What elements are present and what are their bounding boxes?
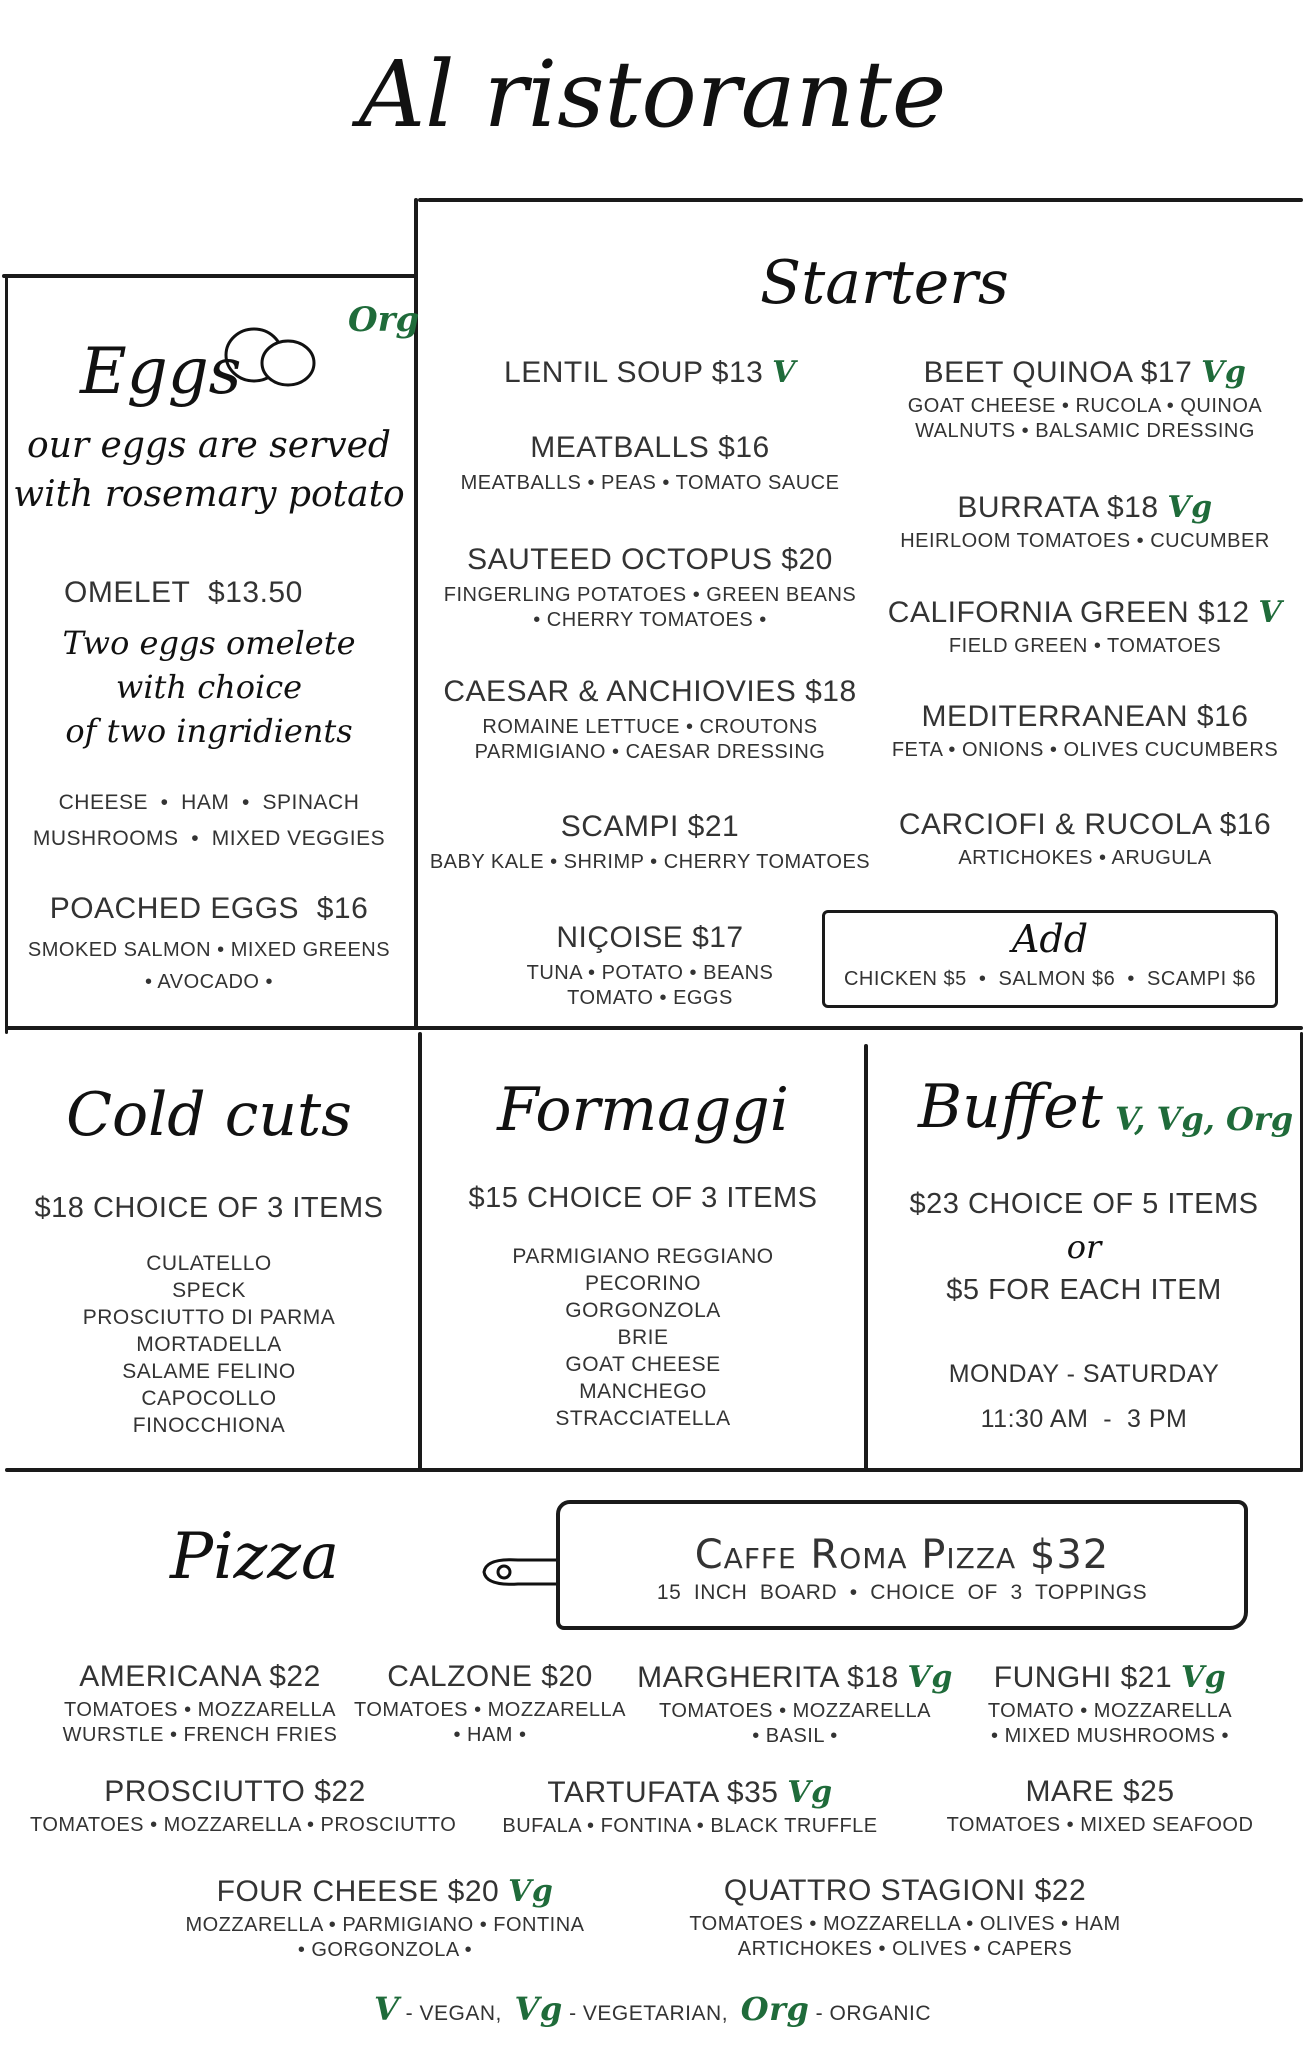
starter-item bbox=[875, 808, 1295, 871]
starter-desc: GOAT CHEESE • RUCOLA • QUINOA bbox=[907, 395, 1263, 417]
starter-item bbox=[420, 675, 880, 765]
starter-name: SAUTEED OCTOPUS $20 bbox=[467, 543, 833, 576]
pizza-desc: • GORGONZOLA • bbox=[297, 1939, 473, 1961]
vegan-tag: V bbox=[772, 355, 796, 390]
vegetarian-tag: Vg bbox=[1201, 355, 1247, 390]
starter-desc: FETA • ONIONS • OLIVES CUCUMBERS bbox=[891, 739, 1279, 761]
eggs-subtitle-2: with rosemary potato bbox=[13, 474, 405, 515]
starter-item bbox=[420, 355, 880, 390]
pizza-desc: TOMATOES • MOZZARELLA bbox=[659, 1700, 931, 1722]
omelet-note-1: Two eggs omelete bbox=[62, 624, 356, 662]
omelet-label: OMELET bbox=[64, 576, 191, 609]
pizza-item bbox=[680, 1874, 1130, 1962]
divider-top-starters bbox=[418, 198, 1303, 202]
starter-name: MEATBALLS $16 bbox=[530, 431, 770, 464]
starter-item bbox=[875, 595, 1295, 659]
pizza-name: QUATTRO STAGIONI $22 bbox=[723, 1874, 1087, 1907]
legend-organic-symbol: Org bbox=[740, 1990, 810, 2028]
buffet-heading: Buffet bbox=[918, 1072, 1103, 1142]
pizza-name: MARGHERITA $18 bbox=[637, 1661, 899, 1694]
cold-cuts-item: SALAME FELINO bbox=[122, 1360, 296, 1383]
legend-vegetarian-text: - VEGETARIAN, bbox=[569, 2002, 729, 2025]
starter-name: BEET QUINOA $17 bbox=[923, 356, 1193, 389]
starter-item bbox=[875, 490, 1295, 554]
starter-name: SCAMPI $21 bbox=[560, 810, 740, 843]
cold-cuts-item: SPECK bbox=[172, 1279, 246, 1302]
formaggi-item: GOAT CHEESE bbox=[565, 1353, 721, 1376]
cold-cuts-item: FINOCCHIONA bbox=[132, 1414, 286, 1437]
pizza-desc: MOZZARELLA • PARMIGIANO • FONTINA bbox=[185, 1914, 585, 1936]
starter-name: CARCIOFI & RUCOLA $16 bbox=[898, 808, 1272, 841]
pizza-name: FOUR CHEESE $20 bbox=[216, 1875, 500, 1908]
add-ons-heading: Add bbox=[1011, 917, 1089, 961]
cold-cuts-list bbox=[0, 1250, 418, 1439]
legend-organic-text: - ORGANIC bbox=[815, 2002, 931, 2025]
poached-eggs-desc-1: SMOKED SALMON • MIXED GREENS bbox=[27, 939, 391, 961]
pizza-board-title: Caffe Roma Pizza $32 bbox=[694, 1532, 1110, 1578]
pizza-name: CALZONE $20 bbox=[387, 1660, 593, 1693]
pizza-name: PROSCIUTTO $22 bbox=[104, 1775, 366, 1808]
starter-desc: ROMAINE LETTUCE • CROUTONS bbox=[482, 716, 818, 738]
pizza-desc: • HAM • bbox=[453, 1724, 527, 1746]
starter-desc: FINGERLING POTATOES • GREEN BEANS bbox=[443, 584, 857, 606]
starter-item bbox=[420, 543, 880, 633]
pizza-item bbox=[346, 1660, 634, 1748]
pizza-desc: • MIXED MUSHROOMS • bbox=[991, 1725, 1229, 1747]
pizza-name: AMERICANA $22 bbox=[79, 1660, 321, 1693]
pizza-desc: WURSTLE • FRENCH FRIES bbox=[62, 1724, 338, 1746]
pizza-desc: TOMATOES • MOZZARELLA • PROSCIUTTO bbox=[30, 1814, 457, 1836]
pizza-desc: BUFALA • FONTINA • BLACK TRUFFLE bbox=[502, 1815, 878, 1837]
pizza-item bbox=[960, 1660, 1260, 1749]
starter-name: MEDITERRANEAN $16 bbox=[921, 700, 1249, 733]
omelet-price: $13.50 bbox=[208, 576, 303, 609]
starter-name: CAESAR & ANCHIOVIES $18 bbox=[443, 675, 857, 708]
starter-name: NIÇOISE $17 bbox=[556, 921, 744, 954]
eggs-organic-badge: Org bbox=[348, 300, 420, 340]
omelet-note-2: with choice bbox=[115, 668, 303, 706]
buffet-price-2: $5 FOR EACH ITEM bbox=[946, 1274, 1222, 1306]
divider-middle bbox=[5, 1026, 1303, 1030]
pizza-name: MARE $25 bbox=[1025, 1775, 1175, 1808]
pizza-name: FUNGHI $21 bbox=[993, 1661, 1173, 1694]
pizza-board-subtitle: 15 INCH BOARD • CHOICE OF 3 TOPPINGS bbox=[656, 1581, 1148, 1604]
pizza-desc: TOMATOES • MOZZARELLA bbox=[354, 1699, 626, 1721]
pizza-item bbox=[50, 1660, 350, 1748]
vegetarian-tag: Vg bbox=[508, 1874, 554, 1909]
starter-desc: PARMIGIANO • CAESAR DRESSING bbox=[474, 741, 826, 763]
starters-heading: Starters bbox=[760, 248, 1009, 318]
eggs-icon bbox=[222, 320, 322, 390]
poached-eggs-label: POACHED EGGS bbox=[49, 892, 300, 925]
formaggi-item: GORGONZOLA bbox=[565, 1299, 721, 1322]
omelet-name bbox=[64, 576, 303, 610]
starter-desc: ARTICHOKES • ARUGULA bbox=[958, 847, 1212, 869]
pizza-desc: TOMATO • MOZZARELLA bbox=[987, 1700, 1233, 1722]
starter-item bbox=[875, 355, 1295, 444]
formaggi-heading: Formaggi bbox=[497, 1075, 789, 1145]
cold-cuts-item: CAPOCOLLO bbox=[141, 1387, 277, 1410]
page-title: Al ristorante bbox=[358, 41, 947, 148]
buffet-or: or bbox=[1066, 1228, 1102, 1266]
vegetarian-tag: Vg bbox=[787, 1775, 833, 1810]
buffet-days: MONDAY - SATURDAY bbox=[948, 1360, 1220, 1388]
vegetarian-tag: Vg bbox=[1167, 490, 1213, 525]
omelet-options-1: CHEESE • HAM • SPINACH bbox=[58, 791, 360, 814]
pizza-desc: ARTICHOKES • OLIVES • CAPERS bbox=[737, 1938, 1073, 1960]
legend-vegetarian-symbol: Vg bbox=[514, 1990, 563, 2028]
eggs-subtitle-1: our eggs are served bbox=[27, 425, 391, 466]
poached-eggs-price: $16 bbox=[316, 892, 369, 925]
cold-cuts-heading: Cold cuts bbox=[66, 1080, 352, 1150]
starter-desc: MEATBALLS • PEAS • TOMATO SAUCE bbox=[460, 472, 840, 494]
vegetarian-tag: Vg bbox=[907, 1660, 953, 1695]
pizza-board-handle-icon bbox=[478, 1540, 558, 1600]
starter-item bbox=[420, 431, 880, 496]
legend-vegan-text: - VEGAN, bbox=[405, 2002, 502, 2025]
add-ons-items: CHICKEN $5 • SALMON $6 • SCAMPI $6 bbox=[843, 968, 1257, 990]
pizza-board bbox=[556, 1500, 1248, 1630]
cold-cuts-item: CULATELLO bbox=[146, 1252, 272, 1275]
cold-cuts-item: PROSCIUTTO DI PARMA bbox=[82, 1306, 336, 1329]
legend-vegan-symbol: V bbox=[373, 1990, 400, 2028]
starter-desc: TOMATO • EGGS bbox=[567, 987, 733, 1009]
vegetarian-tag: Vg bbox=[1180, 1660, 1227, 1695]
eggs-heading: Eggs bbox=[80, 335, 242, 409]
divider-top-eggs bbox=[2, 274, 416, 278]
formaggi-item: PECORINO bbox=[584, 1272, 701, 1295]
buffet-price-1: $23 CHOICE OF 5 ITEMS bbox=[909, 1188, 1259, 1220]
dietary-legend bbox=[0, 1990, 1305, 2028]
pizza-desc: TOMATOES • MIXED SEAFOOD bbox=[946, 1814, 1254, 1836]
starter-desc: • CHERRY TOMATOES • bbox=[533, 609, 767, 631]
formaggi-price: $15 CHOICE OF 3 ITEMS bbox=[468, 1182, 818, 1214]
omelet-note-3: of two ingridients bbox=[65, 712, 353, 750]
starter-item bbox=[420, 810, 880, 875]
buffet-tags: V, Vg, Org bbox=[1115, 1100, 1294, 1138]
pizza-item bbox=[630, 1660, 960, 1749]
formaggi-list bbox=[422, 1243, 864, 1432]
starter-item bbox=[420, 921, 880, 1011]
starter-desc: TUNA • POTATO • BEANS bbox=[526, 962, 774, 984]
pizza-desc: TOMATOES • MOZZARELLA bbox=[64, 1699, 336, 1721]
starter-item bbox=[875, 700, 1295, 763]
divider-formaggi-buffet-outer bbox=[1300, 1032, 1303, 1472]
starter-desc: BABY KALE • SHRIMP • CHERRY TOMATOES bbox=[429, 851, 871, 873]
add-ons-box bbox=[822, 910, 1278, 1008]
pizza-heading: Pizza bbox=[170, 1520, 340, 1594]
starter-name: BURRATA $18 bbox=[957, 491, 1159, 524]
pizza-desc: • BASIL • bbox=[752, 1725, 838, 1747]
starter-desc: WALNUTS • BALSAMIC DRESSING bbox=[915, 420, 1255, 442]
starter-desc: HEIRLOOM TOMATOES • CUCUMBER bbox=[900, 530, 1270, 552]
pizza-item bbox=[930, 1775, 1270, 1838]
formaggi-item: BRIE bbox=[617, 1326, 669, 1349]
buffet-hours: 11:30 AM - 3 PM bbox=[980, 1405, 1188, 1433]
pizza-name: TARTUFATA $35 bbox=[547, 1776, 779, 1809]
formaggi-item: PARMIGIANO REGGIANO bbox=[512, 1245, 774, 1268]
formaggi-item: STRACCIATELLA bbox=[555, 1407, 731, 1430]
formaggi-item: MANCHEGO bbox=[579, 1380, 707, 1403]
cold-cuts-price: $18 CHOICE OF 3 ITEMS bbox=[34, 1192, 384, 1224]
pizza-item bbox=[490, 1775, 890, 1839]
starter-name: CALIFORNIA GREEN $12 bbox=[887, 596, 1250, 629]
poached-eggs-name bbox=[0, 892, 418, 926]
starter-desc: FIELD GREEN • TOMATOES bbox=[948, 635, 1222, 657]
vegan-tag: V bbox=[1258, 595, 1283, 630]
pizza-desc: TOMATOES • MOZZARELLA • OLIVES • HAM bbox=[689, 1913, 1121, 1935]
omelet-options-2: MUSHROOMS • MIXED VEGGIES bbox=[32, 827, 386, 850]
starter-name: LENTIL SOUP $13 bbox=[504, 356, 764, 389]
poached-eggs-desc-2: • AVOCADO • bbox=[144, 971, 274, 993]
pizza-item bbox=[30, 1775, 457, 1838]
pizza-item bbox=[180, 1874, 590, 1963]
divider-lower bbox=[5, 1468, 1303, 1472]
cold-cuts-item: MORTADELLA bbox=[136, 1333, 282, 1356]
